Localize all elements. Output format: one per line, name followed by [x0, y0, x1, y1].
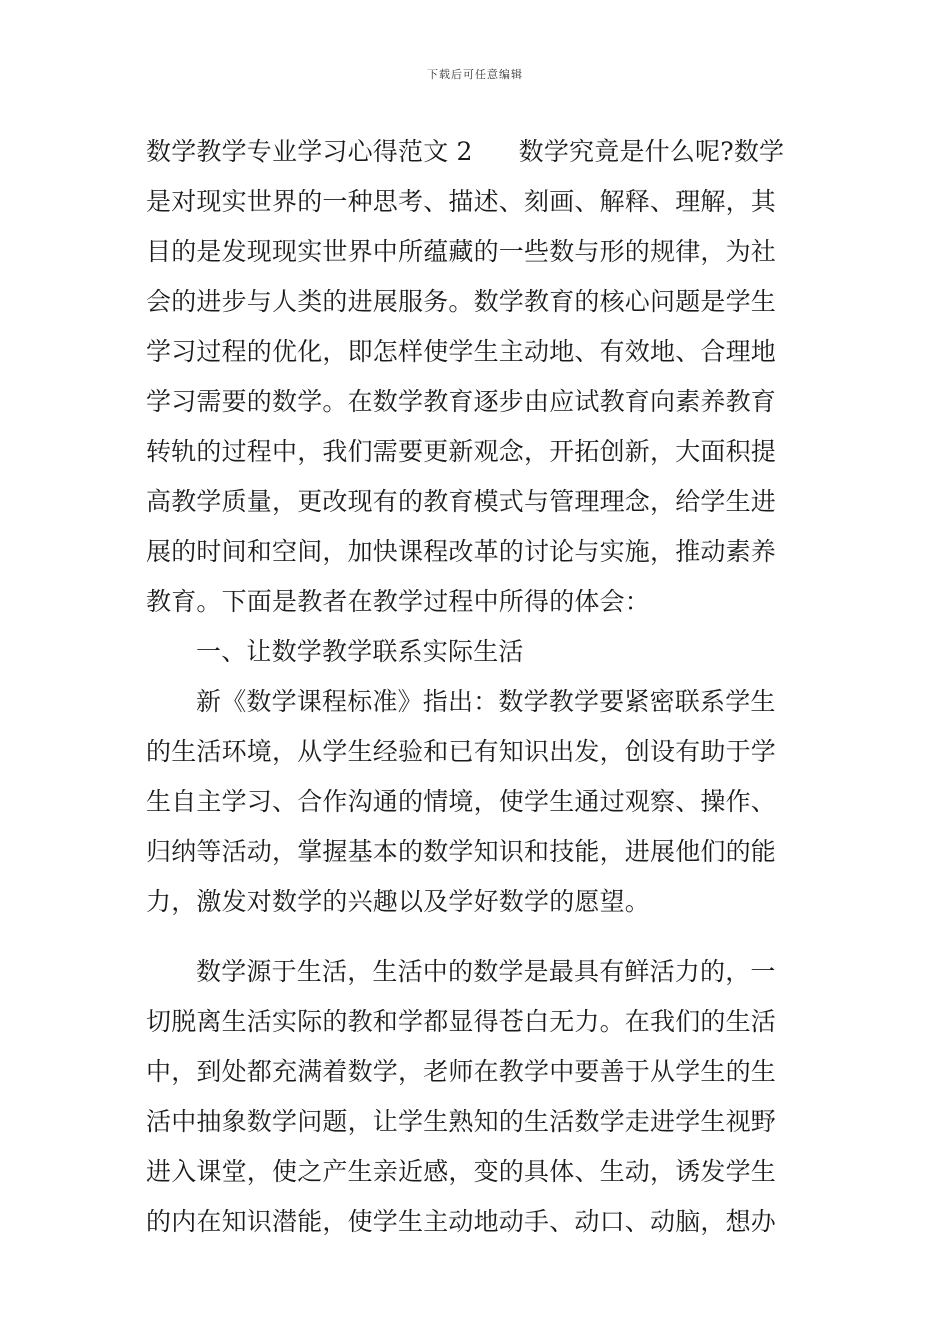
paragraph-line: 活中抽象数学问题，让学生熟知的生活数学走进学生视野	[146, 1107, 777, 1136]
title-line	[146, 127, 808, 177]
paragraph-line: 切脱离生活实际的教和学都显得苍白无力。在我们的生活	[146, 1007, 777, 1036]
document-title: 数学教学专业学习心得范文 2	[146, 137, 473, 166]
paragraph-line: 学习需要的数学。在数学教育逐步由应试教育向素养教育	[146, 387, 777, 416]
header-note: 下载后可任意编辑	[427, 68, 523, 81]
paragraph-line: 归纳等活动，掌握基本的数学知识和技能，进展他们的能	[146, 837, 777, 866]
paragraph-line: 转轨的过程中，我们需要更新观念，开拓创新，大面积提	[146, 437, 777, 466]
paragraph-line: 展的时间和空间，加快课程改革的讨论与实施，推动素养	[146, 537, 777, 566]
paragraph-line: 新《数学课程标准》指出：数学教学要紧密联系学生	[196, 687, 776, 716]
paragraph-line: 高教学质量，更改现有的教育模式与管理理念，给学生进	[146, 487, 777, 516]
paragraph-line: 的内在知识潜能，使学生主动地动手、动口、动脑，想办	[146, 1207, 777, 1236]
document-body	[146, 127, 808, 1247]
paragraph-line: 进入课堂，使之产生亲近感，变的具体、生动，诱发学生	[146, 1157, 777, 1186]
section-heading: 一、让数学教学联系实际生活	[196, 637, 524, 666]
paragraph-line: 数学源于生活，生活中的数学是最具有鲜活力的，一	[196, 957, 776, 986]
paragraph-line: 教育。下面是教者在教学过程中所得的体会：	[146, 587, 651, 616]
paragraph-line: 的生活环境，从学生经验和已有知识出发，创设有助于学	[146, 737, 777, 766]
paragraph-line: 学习过程的优化，即怎样使学生主动地、有效地、合理地	[146, 337, 777, 366]
paragraph-line: 力，激发对数学的兴趣以及学好数学的愿望。	[146, 887, 651, 916]
paragraph-line: 目的是发现现实世界中所蕴藏的一些数与形的规律，为社	[146, 237, 777, 266]
paragraph-line: 数学究竟是什么呢?数学	[518, 137, 785, 166]
paragraph-line: 生自主学习、合作沟通的情境，使学生通过观察、操作、	[146, 787, 777, 816]
paragraph-line: 是对现实世界的一种思考、描述、刻画、解释、理解，其	[146, 187, 777, 216]
paragraph-line: 中，到处都充满着数学，老师在教学中要善于从学生的生	[146, 1057, 777, 1086]
paragraph-line: 会的进步与人类的进展服务。数学教育的核心问题是学生	[146, 287, 777, 316]
